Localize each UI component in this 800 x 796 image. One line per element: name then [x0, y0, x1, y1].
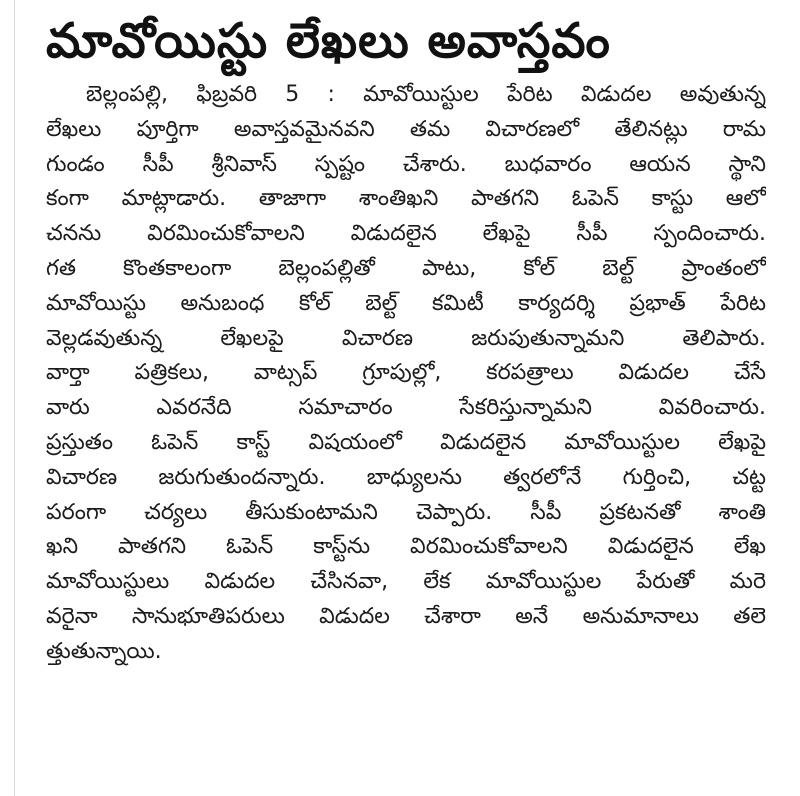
article-line: త్తుతున్నాయి.	[46, 638, 162, 664]
article-line: కంగా మాట్లాడారు. తాజాగా శాంతిఖని పాతగని ఓపెన్ కాస్టు ఆలో	[46, 186, 766, 212]
article-line: మావోయిస్టులు విడుదల చేసినవా, లేక మావోయిస్టుల పేరుతో మరె	[46, 569, 766, 595]
article-line: ప్రస్తుతం ఓపెన్ కాస్ట్ విషయంలో విడుదలైన మావోయిస్టుల లేఖపై	[46, 429, 766, 455]
article-line: వార్తా పత్రికలు, వాట్సప్ గ్రూపుల్లో, కరపత్రాలు విడుదల చేసే	[46, 360, 766, 386]
article-line: వెల్లడవుతున్న లేఖలపై విచారణ జరుపుతున్నామని తెలిపారు.	[46, 325, 766, 351]
article-line: వారు ఎవరనేది సమాచారం సేకరిస్తున్నామని వివరించారు.	[46, 395, 766, 421]
article-line: వరైనా సానుభూతిపరులు విడుదల చేశారా అనే అనుమానాలు తలె	[46, 603, 766, 629]
article-body	[46, 78, 766, 670]
article-line: బెల్లంపల్లి, ఫిబ్రవరి 5 : మావోయిస్టుల పేరిట విడుదల అవుతున్న	[86, 82, 766, 107]
article-line: మావోయిస్టు అనుబంధ కోల్ బెల్ట్ కమిటీ కార్యదర్శి ప్రభాత్ పేరిట	[46, 290, 766, 316]
article-line: గత కొంతకాలంగా బెల్లంపల్లితో పాటు, కోల్ బెల్ట్ ప్రాంతంలో	[46, 255, 766, 281]
article-line: ఖని పాతగని ఓపెన్ కాస్ట్‌ను విరమించుకోవాలని విడుదలైన లేఖ	[46, 534, 766, 560]
article-line: విచారణ జరుగుతుందన్నారు. బాధ్యులను త్వరలోనే గుర్తించి, చట్ట	[46, 464, 766, 490]
article-line: పరంగా చర్యలు తీసుకుంటామని చెప్పారు. సీపీ ప్రకటనతో శాంతి	[46, 499, 766, 525]
article-line: చనను విరమించుకోవాలని విడుదలైన లేఖపై సీపీ స్పందించారు.	[46, 221, 766, 247]
article-headline: మావోయిస్టు లేఖలు అవాస్తవం	[46, 13, 611, 69]
clipping-edge-line	[14, 0, 15, 796]
news-article	[46, 10, 766, 670]
article-line: గుండం సీపీ శ్రీనివాస్ స్పష్టం చేశారు. బుధవారం ఆయన స్థాని	[46, 151, 766, 177]
article-line: లేఖలు పూర్తిగా అవాస్తవమైనవని తమ విచారణలో తేలినట్లు రామ	[46, 116, 766, 142]
